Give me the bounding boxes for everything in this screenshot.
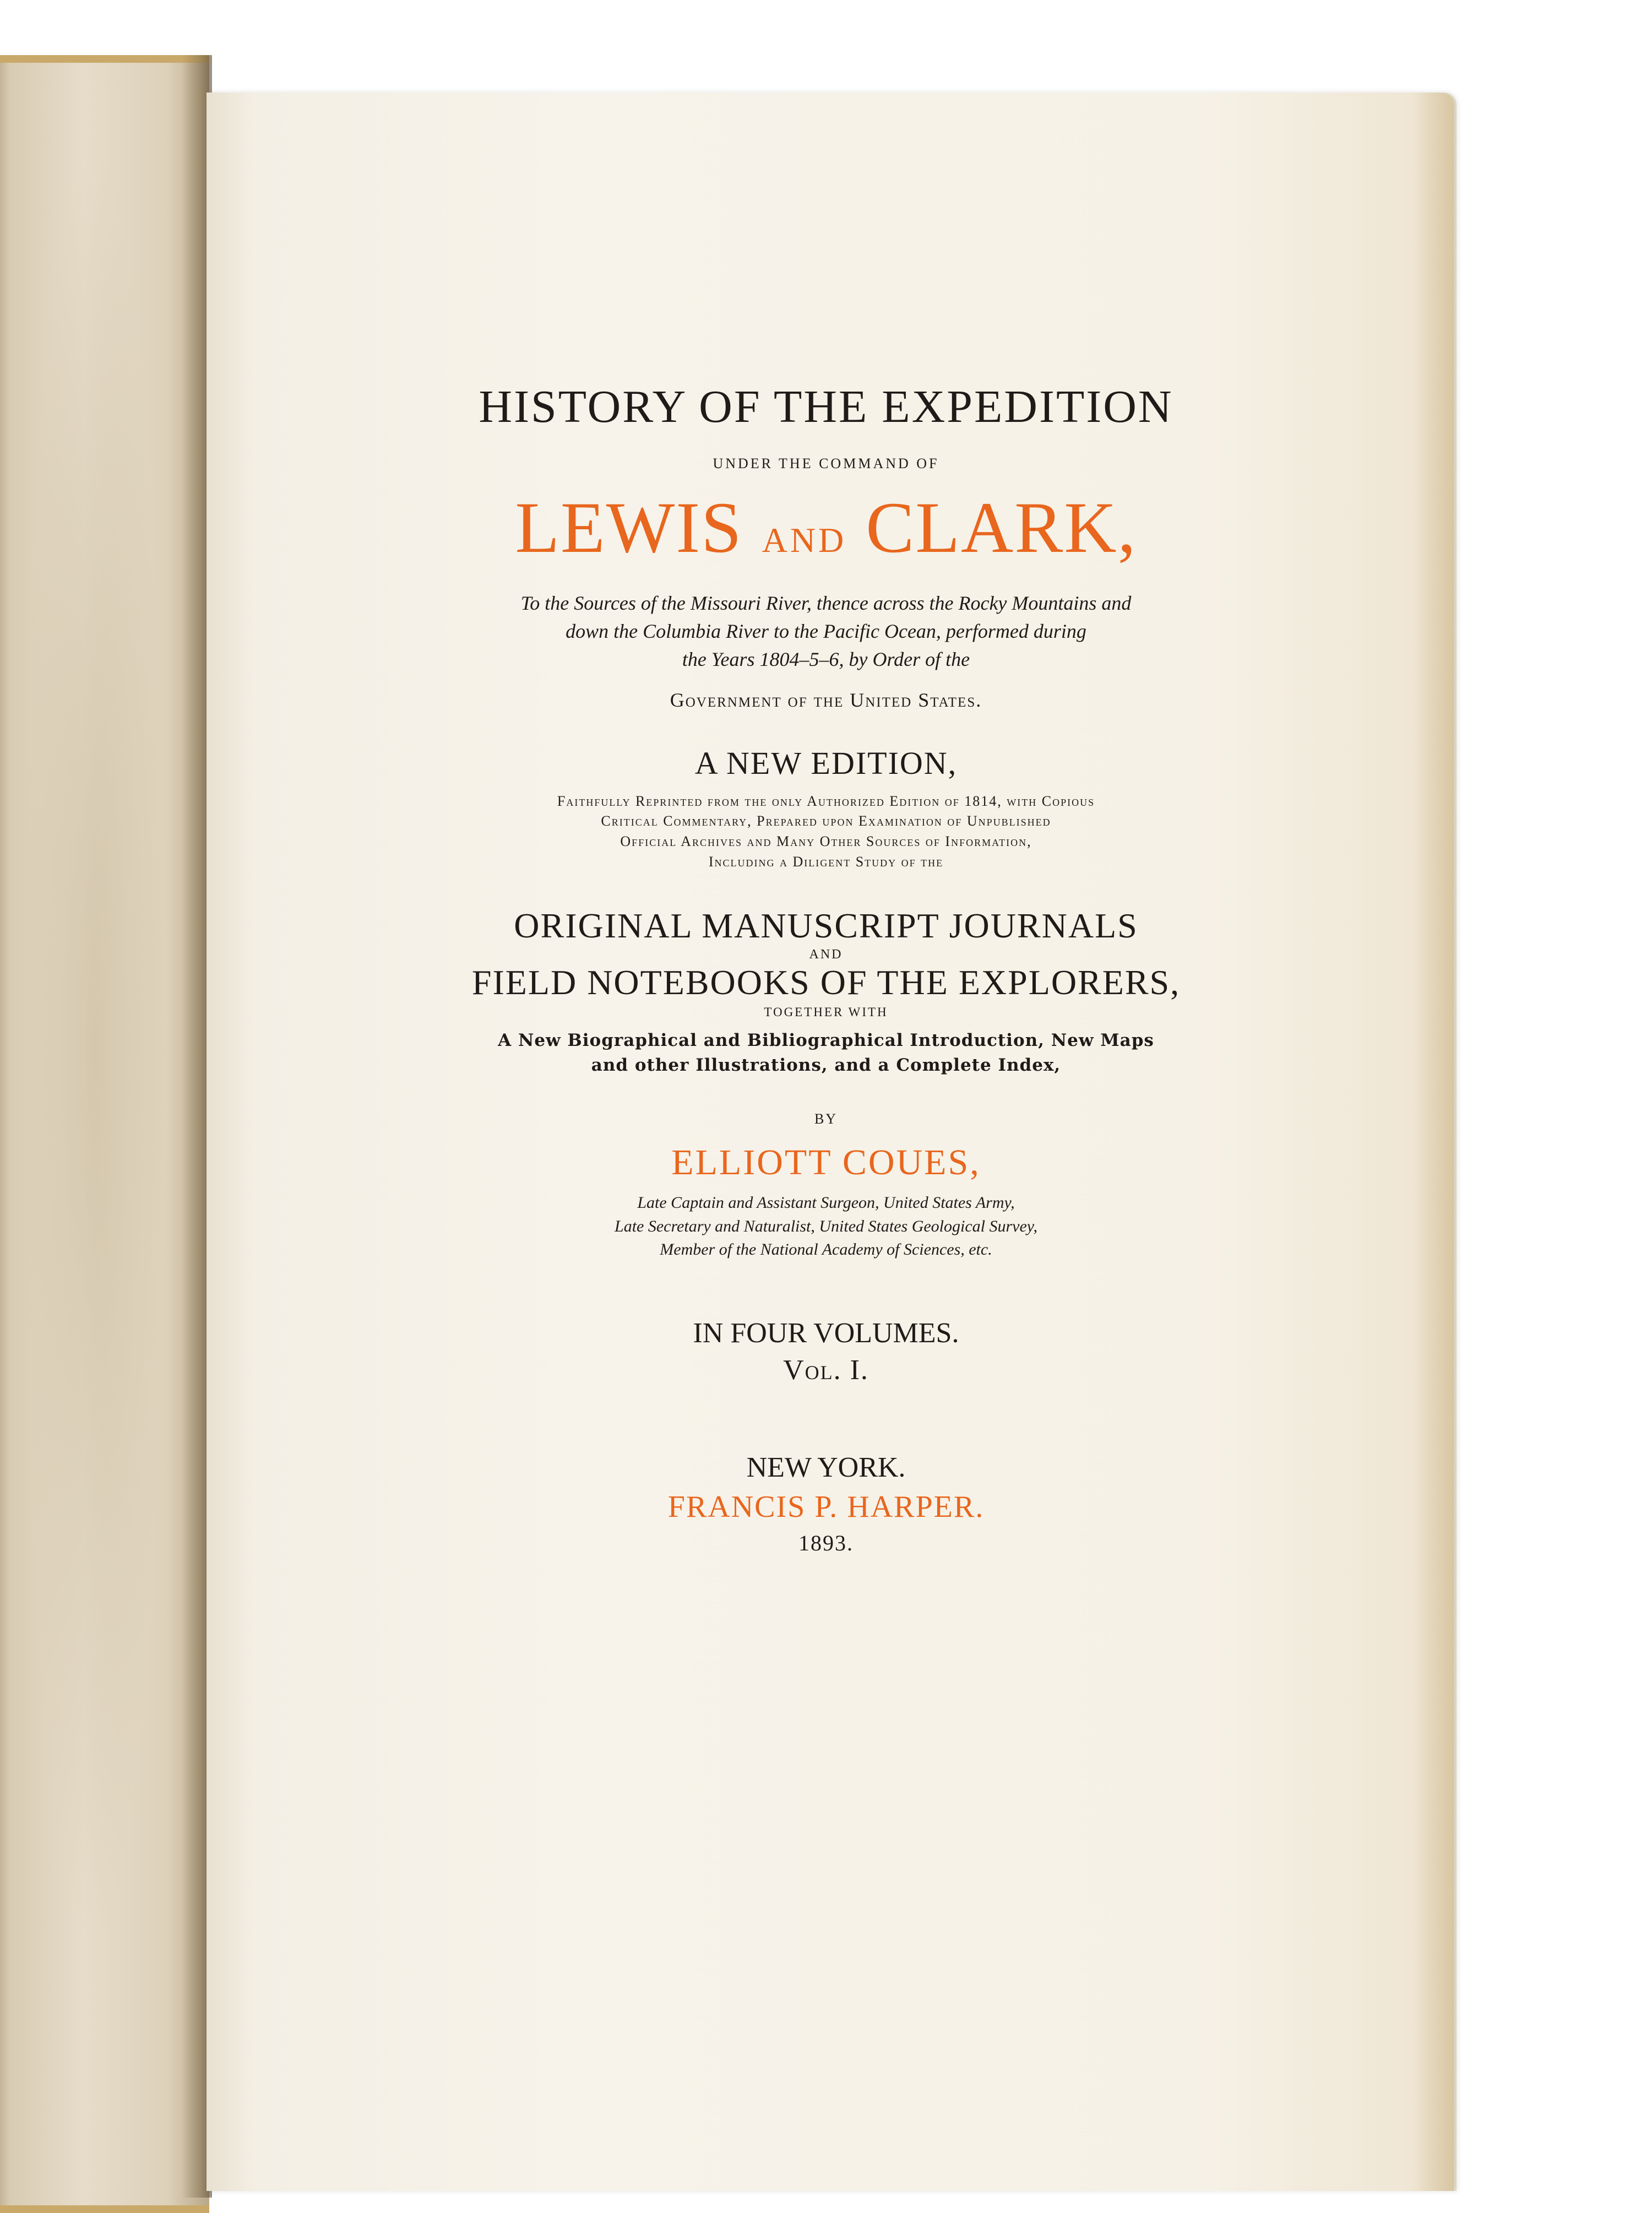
edition-description	[396, 791, 1256, 873]
credential-line: Late Secretary and Naturalist, United States Geological Survey,	[615, 1217, 1037, 1235]
together-with: TOGETHER WITH	[764, 1005, 888, 1019]
edition-line: Official Archives and Many Other Sources of Information,	[620, 833, 1032, 850]
route-description	[396, 589, 1256, 674]
name-lewis: LEWIS	[515, 487, 743, 568]
route-line: To the Sources of the Missouri River, thence across the Rocky Mountains and	[520, 592, 1132, 615]
government: Government of the United States.	[670, 688, 982, 711]
edition-line: Critical Commentary, Prepared upon Examination of Unpublished	[601, 813, 1051, 829]
blackletter-line: A New Biographical and Bibliographical Introduction, New Maps	[498, 1030, 1154, 1051]
publisher: FRANCIS P. HARPER.	[667, 1489, 985, 1524]
main-title: HISTORY OF THE EXPEDITION	[479, 381, 1173, 432]
publication-year: 1893.	[798, 1530, 854, 1555]
volumes: IN FOUR VOLUMES.	[693, 1317, 959, 1349]
under-command: UNDER THE COMMAND OF	[713, 455, 939, 471]
by-label: BY	[814, 1111, 838, 1127]
blackletter-description	[396, 1028, 1256, 1078]
field-notebooks: FIELD NOTEBOOKS OF THE EXPLORERS,	[471, 963, 1181, 1002]
new-edition: A NEW EDITION,	[694, 745, 958, 781]
name-and: AND	[762, 520, 847, 560]
route-line: down the Columbia River to the Pacific Ocean, performed during	[566, 620, 1086, 643]
author-name: ELLIOTT COUES,	[671, 1142, 981, 1183]
edition-line: Including a Diligent Study of the	[708, 854, 944, 870]
credential-line: Member of the National Academy of Sciences, etc.	[660, 1240, 992, 1259]
and-word: AND	[809, 947, 843, 962]
page-edge	[1410, 93, 1457, 2191]
title-page-text	[396, 352, 1256, 1556]
blackletter-line: and other Illustrations, and a Complete Index,	[591, 1055, 1061, 1076]
author-credentials	[396, 1191, 1256, 1262]
edition-line: Faithfully Reprinted from the only Authorized Edition of 1814, with Copious	[557, 793, 1095, 809]
expedition-leaders	[396, 487, 1256, 567]
name-clark: CLARK,	[866, 487, 1137, 568]
volume-number: Vol. I.	[783, 1354, 869, 1386]
binding-stain	[22, 138, 165, 1955]
publication-city: NEW YORK.	[746, 1451, 906, 1483]
original-journals: ORIGINAL MANUSCRIPT JOURNALS	[514, 906, 1138, 946]
credential-line: Late Captain and Assistant Surgeon, United States Army,	[637, 1194, 1015, 1212]
route-line: the Years 1804–5–6, by Order of the	[682, 648, 970, 671]
